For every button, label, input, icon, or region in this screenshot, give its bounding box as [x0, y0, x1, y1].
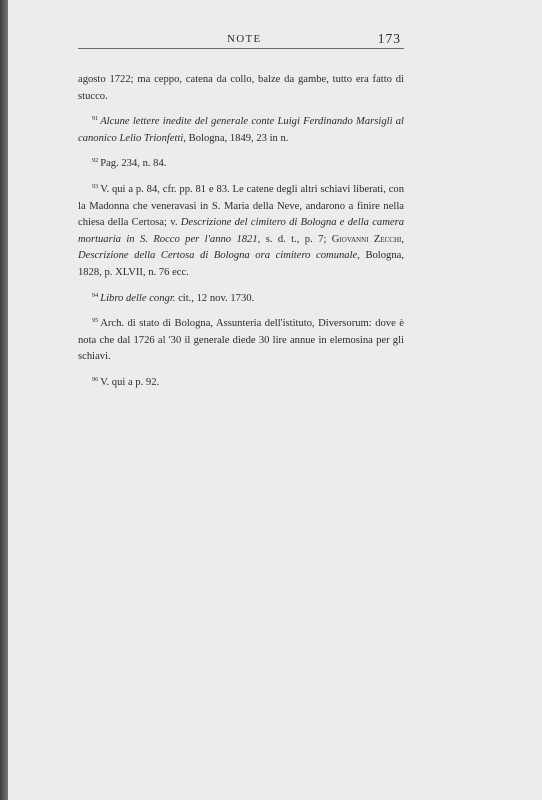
note-title: Alcune lettere inedite del generale conte Luigi Ferdinando Marsigli al canonico Lelio Trionfetti	[78, 116, 404, 144]
note-number: 95	[92, 317, 99, 325]
note-text: , Bologna, 1828, p. XLVII, n. 76 ecc.	[78, 250, 404, 278]
book-page	[8, 0, 542, 800]
note-text: , Bologna, 1849, 23 in n.	[183, 132, 289, 144]
page-number: 173	[377, 31, 401, 46]
page-edge	[0, 0, 8, 800]
note-text: ,	[401, 233, 404, 245]
note-95	[78, 313, 404, 366]
note-text: V. qui a p. 92.	[100, 376, 160, 388]
note-text: cit., 12 nov. 1730.	[175, 292, 255, 304]
note-text: V. qui a p. 84, cfr. pp. 81 e 83. Le catene degli altri schiavi liberati, con la Madonna che veneravasi in S. Maria della Neve, andarono a finire nella chiesa della Certosa; v.	[78, 183, 404, 229]
note-92	[78, 153, 404, 173]
header-title: NOTE	[227, 33, 262, 45]
note-author: Giovanni Zecchi	[331, 233, 402, 245]
note-text: Arch. di stato di Bologna, Assunteria dell'istituto, Diversorum: dove è nota che dal 1726 al '30 il generale diede 30 lire annue in elemosina per gli schiavi.	[78, 318, 404, 363]
note-title: Libro delle congr.	[100, 292, 176, 304]
note-title: Descrizione del cimitero di Bologna e della camera mortuaria in S. Rocco per l'anno 1821	[78, 217, 405, 245]
header-rule	[78, 48, 404, 49]
note-number: 92	[92, 157, 99, 165]
running-header	[78, 31, 404, 51]
note-number: 96	[92, 375, 99, 383]
notes-block	[78, 72, 404, 392]
note-text: Pag. 234, n. 84.	[100, 158, 167, 170]
note-91	[78, 111, 404, 147]
note-number: 91	[92, 115, 99, 123]
note-93	[78, 179, 404, 282]
note-94	[78, 288, 404, 308]
note-title: Descrizione della Certosa di Bologna ora cimitero comunale	[78, 250, 358, 262]
note-text: , s. d. t., p. 7;	[257, 233, 332, 245]
note-96	[78, 372, 404, 392]
note-number: 94	[92, 291, 99, 299]
continuation-text: agosto 1722; ma ceppo, catena da collo, balze da gambe, tutto era fatto di stucco.	[78, 74, 404, 102]
note-number: 93	[92, 182, 99, 190]
